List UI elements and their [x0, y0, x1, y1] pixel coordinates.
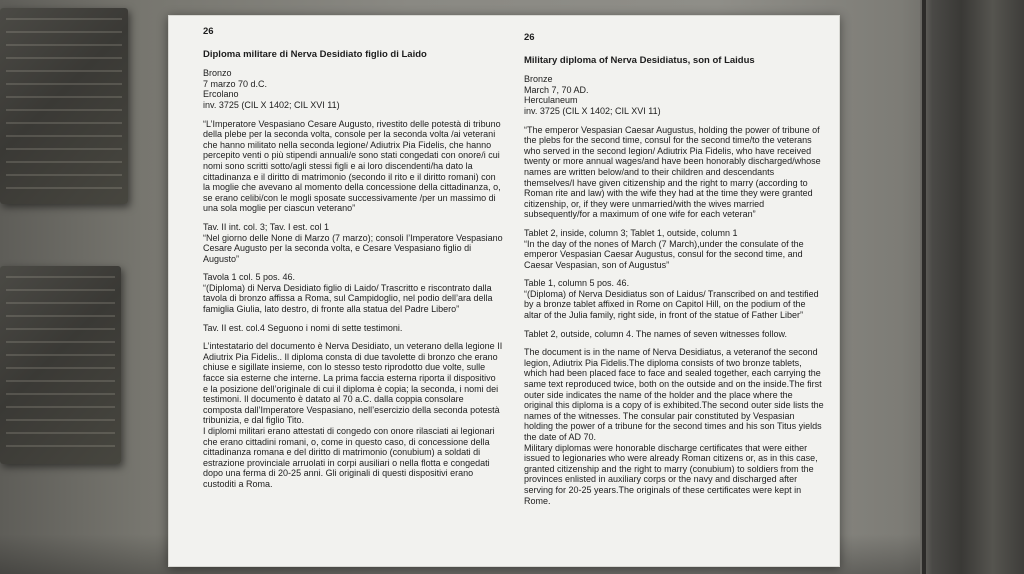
transcription-block: [203, 272, 503, 314]
quote-block: [203, 119, 503, 214]
tablet-engraving: [6, 18, 122, 194]
bronze-tablet-upper: [0, 8, 128, 204]
inventory: inv. 3725 (CIL X 1402; CIL XVI 11): [524, 105, 661, 116]
exhibit-label-panel: [168, 15, 840, 567]
consuls-text: “Nel giorno delle None di Marzo (7 marzo); consoli l’Imperatore Vespasiano Cesare Augusto per la seconda volta, e Cesare Vespasiano figlio di Augusto”: [203, 232, 503, 264]
exhibit-number: 26: [524, 32, 535, 43]
english-column: [524, 33, 824, 506]
transcription-text: “(Diploma) di Nerva Desidiato figlio di Laido/ Trascritto e riscontrato dalla tavola di bronzo affissa a Roma, sul Campidoglio, nel podio dell’ara della famiglia Giulia, lato destro, di fronte alla statua del Padre Libero”: [203, 282, 493, 315]
inventory: inv. 3725 (CIL X 1402; CIL XVI 11): [203, 99, 340, 110]
date: March 7, 70 AD.: [524, 84, 589, 95]
display-case-pillar: [920, 0, 1024, 574]
exhibit-title: Diploma militare di Nerva Desidiato figlio di Laido: [203, 48, 427, 60]
exhibit-title: Military diploma of Nerva Desidiatus, son of Laidus: [524, 54, 755, 66]
exhibit-meta: [203, 68, 503, 110]
findspot: Herculaneum: [524, 95, 578, 106]
consuls-block: [524, 228, 824, 270]
history-text: Military diplomas were honorable discharge certificates that were either issued to legionaries who were already Roman citizens or, as in this case, granted citizenship and the right to marry (conubium) to soldiers from the provinces enlisted in auxiliary corps or the navy and discharged after serving for 20-25 years.The originals of these certificates were kept in Rome.: [524, 442, 818, 506]
consuls-block: [203, 222, 503, 264]
description-block: [524, 347, 824, 506]
description-block: [203, 341, 503, 489]
display-case-edge: [922, 0, 926, 574]
bronze-tablet-lower: [0, 266, 121, 464]
exhibit-number: 26: [203, 26, 214, 37]
witnesses-text: Tablet 2, outside, column 4. The names of seven witnesses follow.: [524, 328, 787, 339]
transcription-heading: Table 1, column 5 pos. 46.: [524, 278, 630, 289]
witnesses-text: Tav. II est. col.4 Seguono i nomi di sette testimoni.: [203, 322, 403, 333]
witnesses-block: [203, 323, 503, 334]
history-text: I diplomi militari erano attestati di congedo con onore rilasciati ai legionari che erano cittadini romani, o, come in questo caso, di concessione della cittadinanza romana e del diritto di matrimonio (conubium) a soldati di estrazione provinciale arruolati in corpi ausiliari o nella flotta e congedati dopo una ferma di 20-25 anni. Gli originali di questi dispositivi erano custoditi a Roma.: [203, 426, 495, 489]
consuls-heading: Tablet 2, inside, column 3; Tablet 1, outside, column 1: [524, 227, 738, 238]
tablet-engraving: [6, 276, 115, 454]
description-text: L’intestatario del documento è Nerva Desidiato, un veterano della legione II Adiutrix Pia Fidelis.. Il diploma consta di due tavolette di bronzo che erano chiuse e sigillate insieme, con lo stesso testo riprodotto due volte, sulle facce sia esterne che interne. La prima faccia esterna riporta il dispositivo e la posizione dell’originale di cui il diploma è copia; la seconda, i nomi dei testimoni. Il documento è datato al 70 a.C. dalla coppia consolare composta dall’Imperatore Vespasiano, nell’esercizio della seconda potestà tribunizia, e dal figlio Tito.: [203, 341, 503, 426]
date: 7 marzo 70 d.C.: [203, 78, 268, 89]
exhibit-meta: [524, 74, 824, 116]
quote-block: [524, 125, 824, 220]
findspot: Ercolano: [203, 89, 239, 100]
italian-column: [203, 27, 503, 490]
description-text: The document is in the name of Nerva Desidiatus, a veteranof the second legion, Adiutrix Pia Fidelis.The diploma consists of two bronze tablets, which had been placed face to face and sealed together, each carrying the same text reproduced twice, both on the outside and on the inside.The first outer side indicates the name of the holder and the place where the original this diploma is a copy of is exhibited.The second outer side lists the names of the witnesses. The consular pair constituted by Vespasian holding the power of a tribune for the second times and his son Titus yields the date of AD 70.: [524, 347, 824, 442]
quote-text: “L’Imperatore Vespasiano Cesare Augusto, rivestito delle potestà di tribuno della plebe per la seconda volta, console per la seconda volta /ai veterani che hanno militato nella seconda legione/ Adiutrix Pia Fidelis, che hanno percepito venti o più stipendi annuali/e sono stati congedati con onore/i cui nomi sono scritti sotto/agli stessi figli e ai loro discendenti/ha dato la cittadinanza e il diritto di matrimonio (secondo il rito e il diritto romani) con la moglie che avevano al momento della concessione della cittadinanza, o, se erano celibi/con le mogli sposate successivamente /per un massimo di una sola moglie per ciascun veterano”: [203, 118, 501, 214]
consuls-text: “In the day of the nones of March (7 March),under the consulate of the emperor Vespasian Caesar Augustus, consul for the second time, and Caesar Vespasian, son of Augustus”: [524, 238, 804, 270]
material: Bronze: [524, 74, 553, 85]
material: Bronzo: [203, 68, 232, 79]
consuls-heading: Tav. II int. col. 3; Tav. I est. col 1: [203, 221, 330, 232]
quote-text: “The emperor Vespasian Caesar Augustus, holding the power of tribune of the plebs for the second time, consul for the second time/to the veterans who served in the second legion/ Adiutrix Pia Fidelis, who have received twenty or more annual wages/and have been honorably discharged/whose names are written below/and to their children and descendants themselves/I have given citizenship and the right to marry (according to Roman rite and law) with the wife they had at the time they were granted citizenship, or, if they were unmarried/with the wives married subsequently/for a maximum of one wife for each veteran”: [524, 124, 821, 220]
transcription-text: “(Diploma) of Nerva Desidiatus son of Laidus/ Transcribed on and testified by a bronze tablet affixed in Rome on Capitol Hill, on the podium of the altar of the Julia family, right side, in front of the statue of Father Liber”: [524, 288, 819, 321]
transcription-heading: Tavola 1 col. 5 pos. 46.: [203, 272, 296, 283]
transcription-block: [524, 278, 824, 320]
witnesses-block: [524, 329, 824, 340]
